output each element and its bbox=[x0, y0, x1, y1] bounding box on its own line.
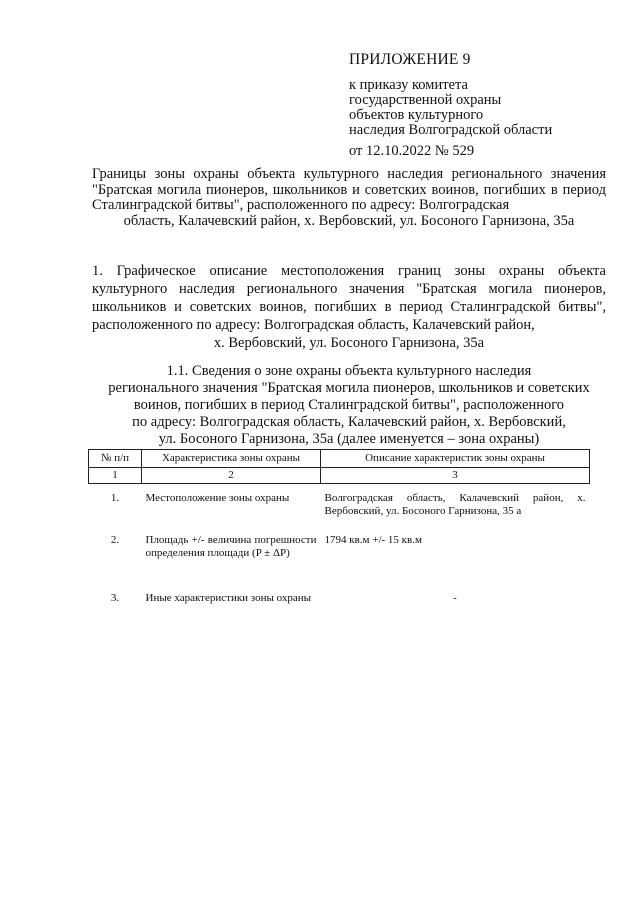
row-characteristic: Местоположение зоны охраны bbox=[145, 492, 290, 504]
order-date: от 12.10.2022 № 529 bbox=[349, 143, 475, 159]
row-num: 2. bbox=[110, 533, 120, 546]
section-1-last-line: х. Вербовский, ул. Босоного Гарнизона, 35а bbox=[213, 335, 485, 351]
order-reference bbox=[349, 78, 552, 138]
row-characteristic-cell bbox=[142, 532, 321, 590]
area-formula: (P ± ΔP) bbox=[252, 546, 290, 559]
row-description: Волгоградская область, Калачевский район, х. Вербовский, ул. Босоного Гарнизона, 35 а bbox=[324, 492, 586, 517]
section-1-1-line: регионального значения "Братская могила пионеров, школьников и советских bbox=[108, 380, 590, 396]
order-line: государственной охраны bbox=[349, 92, 502, 108]
appendix-label: ПРИЛОЖЕНИЕ 9 bbox=[349, 51, 471, 68]
title-last-line: область, Калачевский район, х. Вербовский, ул. Босоного Гарнизона, 35а bbox=[123, 212, 575, 229]
title-text: Границы зоны охраны объекта культурного наследия регионального значения "Братская могила пионеров, школьников и советских воинов, погибших в период Сталинградской битвы", расположенного по адресу: Волгоградская bbox=[92, 166, 606, 213]
section-1-1-heading bbox=[92, 363, 606, 448]
order-line: объектов культурного bbox=[349, 107, 484, 123]
row-num: 1. bbox=[110, 492, 120, 504]
order-line: к приказу комитета bbox=[349, 77, 468, 93]
column-number-row bbox=[89, 468, 590, 484]
section-1-text: 1. Графическое описание местоположения границ зоны охраны объекта культурного наследия регионального значения "Братская могила пионеров, школьников и советских воинов, погибших в период Сталинградской битвы", расположенного по адресу: Волгоградская область, Калачевский район, bbox=[92, 263, 606, 333]
zone-characteristics-table bbox=[88, 449, 590, 607]
column-number: 2 bbox=[142, 468, 321, 484]
header-num: № п/п bbox=[89, 450, 142, 468]
table-row bbox=[89, 590, 590, 607]
section-1-1-line: ул. Босоного Гарнизона, 35а (далее именуется – зона охраны) bbox=[158, 431, 540, 447]
header-description: Описание характеристик зоны охраны bbox=[321, 450, 590, 468]
section-1-1-line: 1.1. Сведения о зоне охраны объекта культурного наследия bbox=[166, 363, 532, 379]
row-characteristic: Иные характеристики зоны охраны bbox=[145, 591, 311, 604]
row-description: 1794 кв.м +/- 15 кв.м bbox=[324, 533, 422, 546]
section-1-1-line: воинов, погибших в период Сталинградской битвы", расположенного bbox=[133, 397, 565, 413]
table-row bbox=[89, 532, 590, 590]
order-line: наследия Волгоградской области bbox=[349, 122, 553, 138]
column-number: 1 bbox=[89, 468, 142, 484]
row-num: 3. bbox=[110, 591, 120, 604]
row-description: - bbox=[453, 591, 457, 604]
document-title bbox=[92, 167, 606, 229]
row-characteristic: Площадь +/- величина погрешности определения площади bbox=[145, 533, 317, 559]
section-1-1-line: по адресу: Волгоградская область, Калачевский район, х. Вербовский, bbox=[132, 414, 566, 430]
column-number: 3 bbox=[321, 468, 590, 484]
table-row bbox=[89, 484, 590, 532]
header-characteristic: Характеристика зоны охраны bbox=[142, 450, 321, 468]
section-1-heading bbox=[92, 262, 606, 352]
table-header-row bbox=[89, 450, 590, 468]
